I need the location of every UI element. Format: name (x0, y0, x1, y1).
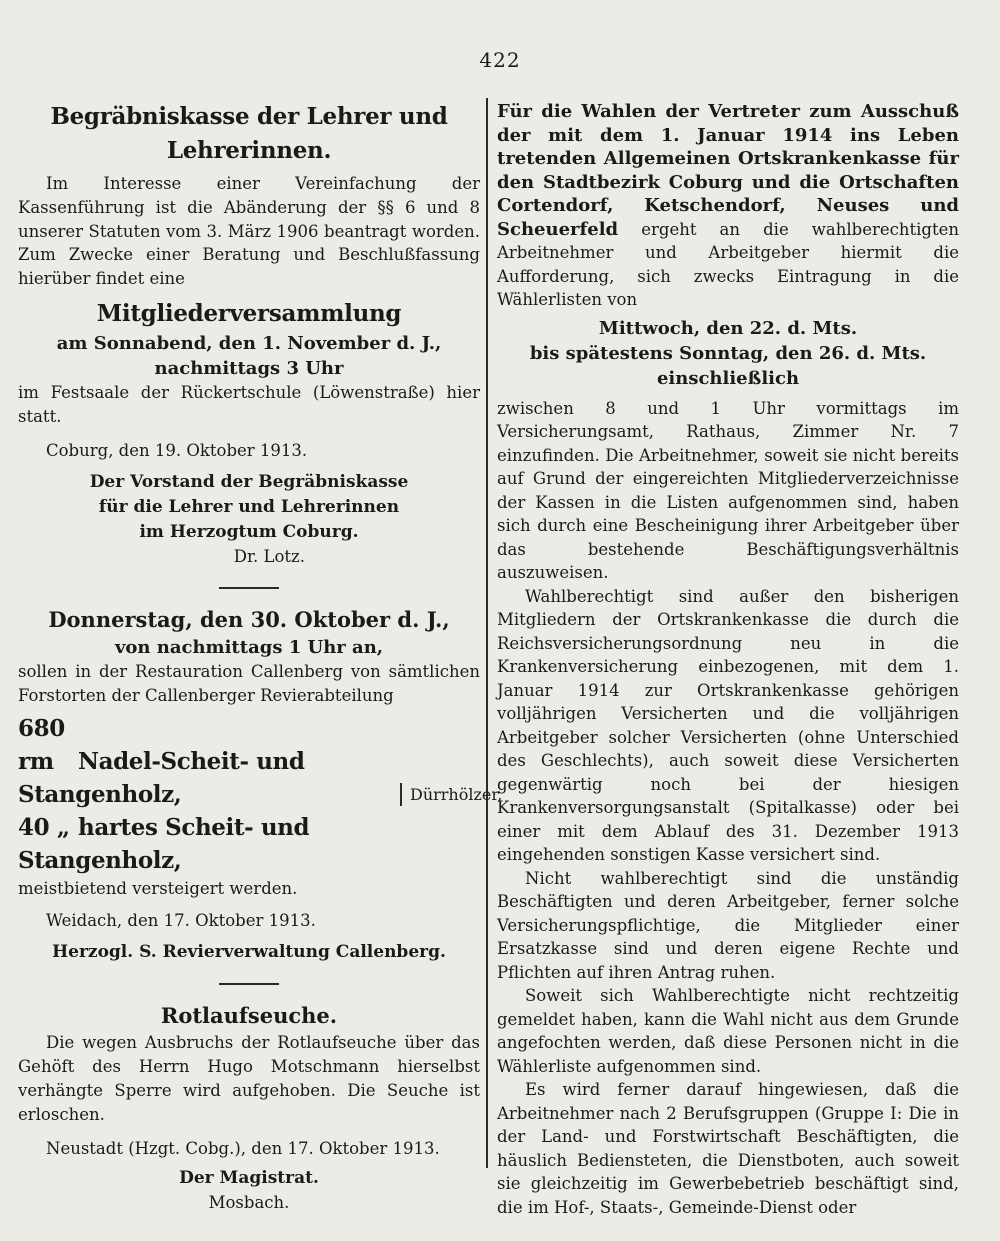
notice-title: Rotlaufseuche. (160, 1003, 338, 1029)
registration-inclusive: einschließlich (656, 367, 800, 389)
election-heading-bold: Für die Wahlen der Vertreter zum Ausschuß der mit dem 1. Januar 1914 ins Leben tretenden Allgemeinen Ortskrankenkasse für den Stadtbezirk Coburg und die Ortschaften Cortendorf, Ketschendorf, Neuses und Scheuerfeld (497, 101, 959, 240)
notice-title: Begräbniskasse der Lehrer und Lehrerinnen. (50, 103, 448, 164)
section-rule (219, 587, 279, 589)
left-column (18, 100, 503, 1215)
notice-intro: Im Interesse einer Vereinfachung der Kassenführung ist die Abänderung der §§ 6 und 8 unserer Statuten vom 3. März 1906 beantragt worden. Zum Zwecke einer Beratung und Beschlußfassung hierüber findet eine (18, 174, 480, 289)
notice-text: Die wegen Ausbruchs der Rotlaufseuche über das Gehöft des Herrn Hugo Motschmann hierselbst verhängte Sperre wird aufgehoben. Die Seuche ist erloschen. (18, 1033, 480, 1124)
column-divider (486, 98, 488, 1168)
page-number: 422 (479, 48, 521, 72)
right-column (497, 100, 959, 1219)
registration-start: Mittwoch, den 22. d. Mts. (598, 317, 858, 339)
wood-note: Dürrhölzer, (400, 783, 480, 806)
signed-by: Der Vorstand der Begräbniskasse (89, 472, 409, 493)
wood-item (18, 712, 396, 811)
event-name: Mitgliederversammlung (96, 299, 402, 327)
paragraph: Nicht wahlberechtigt sind die unständig Beschäftigten und deren Arbeitgeber, ferner solche Versicherungspflichtige, die Mitglieder einer Ersatzkasse sind und deren eigene Rechte und Pflichten auf ihren Antrag ruhen. (497, 868, 959, 982)
place-date: Neustadt (Hzgt. Cobg.), den 17. Oktober 1913. (46, 1138, 440, 1158)
paragraph: zwischen 8 und 1 Uhr vormittags im Versicherungsamt, Rathaus, Zimmer Nr. 7 einzufinden. Die Arbeitnehmer, soweit sie nicht bereits auf Grund der eingereichten Mitgliederverzeichnisse der Kassen in die Listen aufgenommen sind, haben sich durch eine Bescheinigung ihrer Arbeitgeber über das bestehende Beschäftigungsverhältnis auszuweisen. (497, 398, 959, 582)
event-date: am Sonnabend, den 1. November d. J., (56, 332, 442, 354)
event-location: im Festsaale der Rückertschule (Löwenstraße) hier statt. (18, 382, 480, 426)
wood-item (18, 811, 396, 877)
section-rule (219, 983, 279, 985)
wood-type: hartes Scheit- und Stangenholz, (18, 813, 310, 874)
paragraph: Soweit sich Wahlberechtigte nicht rechtzeitig gemeldet haben, kann die Wahl nicht aus dem Grunde angefochten werden, daß diese Personen nicht in die Wählerliste aufgenommen sind. (497, 986, 959, 1076)
place-date: Weidach, den 17. Oktober 1913. (46, 910, 316, 930)
wood-list (18, 712, 503, 877)
signer-name: Dr. Lotz. (233, 547, 305, 567)
paragraph: Es wird ferner darauf hingewiesen, daß die Arbeitnehmer nach 2 Berufsgruppen (Gruppe I: Die in der Land- und Forstwirtschaft Beschäftigten, die häuslich Bediensteten, die Dienstboten, auch soweit sie gleichzeitig im Gewerbebetrieb beschäftigt sind, die im Hof-, Staats-, Gemeinde-Dienst oder (497, 1080, 959, 1217)
signed-by: im Herzogtum Coburg. (139, 522, 359, 543)
signed-by: Der Magistrat. (179, 1168, 319, 1189)
auction-date: Donnerstag, den 30. Oktober d. J., (48, 607, 450, 633)
notice-swine-fever (18, 1001, 480, 1215)
auction-time: von nachmittags 1 Uhr an, (114, 637, 384, 659)
auction-text: sollen in der Restauration Callenberg von sämtlichen Forstorten der Callenberger Revierabteilung (18, 662, 480, 705)
signed-by: für die Lehrer und Lehrerinnen (98, 497, 400, 518)
signed-by: Herzogl. S. Revierverwaltung Callenberg. (52, 942, 446, 963)
notice-burial-fund (18, 100, 480, 569)
notice-wood-auction (18, 605, 503, 965)
wood-quantity: 40 „ (18, 813, 70, 841)
paragraph: Wahlberechtigt sind außer den bisherigen Mitgliedern der Ortskrankenkasse die durch die Reichsversicherungsordnung neu in die Krankenversicherung einbezogenen, mit dem 1. Januar 1914 zur Ortskrankenkasse gehörigen volljährigen Versicherten und die volljährigen Arbeitgeber solcher Versicherten (ohne Unterschied des Geschlechts), auch soweit diese Versicherten gegenwärtig noch bei der hiesigen Krankenversorgungsanstalt (Spitalkasse) oder bei einer mit dem Ablauf des 31. Dezember 1913 eingehenden sonstigen Kasse versichert sind. (497, 586, 959, 864)
wood-quantity: 680 rm (18, 714, 65, 775)
event-time: nachmittags 3 Uhr (154, 357, 344, 379)
election-heading (497, 100, 959, 312)
registration-end: bis spätestens Sonntag, den 26. d. Mts. (529, 342, 927, 364)
election-heading-cont: ergeht an die wahlberechtigten Arbeitnehmer und Arbeitgeber hiermit die Aufforderung, sich zwecks Eintragung in die Wählerlisten von (497, 219, 959, 309)
wood-lines (18, 712, 396, 877)
auction-closing: meistbietend versteigert werden. (18, 878, 298, 898)
notice-election (497, 100, 959, 1219)
signer-name: Mosbach. (208, 1193, 290, 1213)
place-date: Coburg, den 19. Oktober 1913. (46, 440, 308, 460)
wood-type: Nadel-Scheit- und Stangenholz, (18, 747, 305, 808)
